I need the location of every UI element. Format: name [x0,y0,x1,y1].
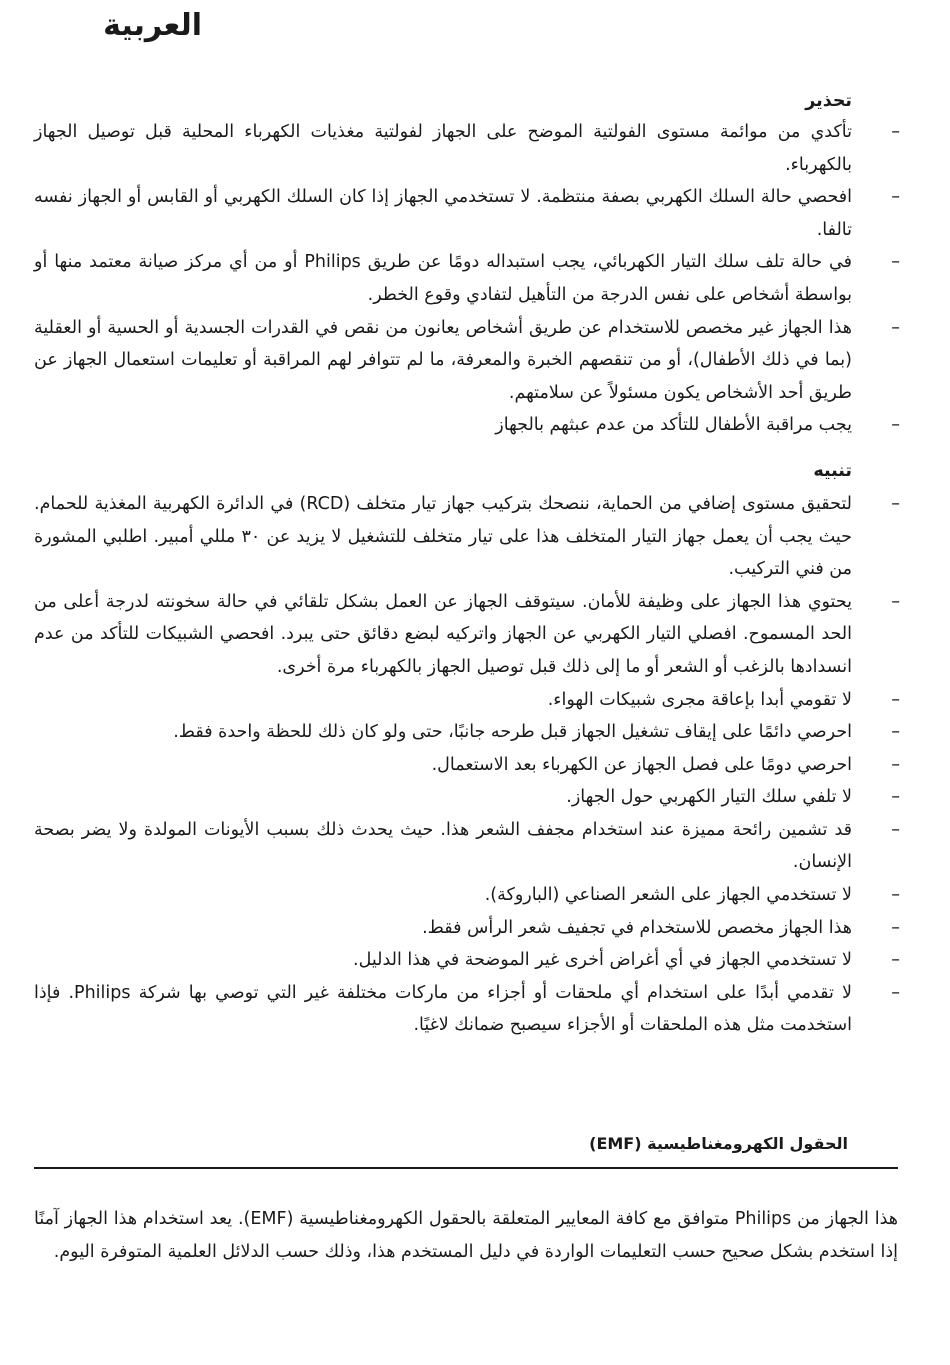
list-dash: – [891,754,900,775]
section-divider [34,1167,898,1169]
list-dash: – [891,819,900,840]
caution-item [34,879,900,912]
warning-item [34,246,900,311]
list-dash: – [891,187,900,208]
caution-item [34,749,900,782]
warning-item-text: افحصي حالة السلك الكهربي بصفة منتظمة. لا تستخدمي الجهاز إذا كان السلك الكهربي أو القابس أو الجهاز نفسه تالفا. [34,187,852,240]
caution-item [34,944,900,977]
caution-item-text: قد تشمين رائحة مميزة عند استخدام مجفف الشعر هذا. حيث يحدث ذلك بسبب الأيونات المولدة ولا يضر بصحة الإنسان. [34,819,852,873]
caution-item-text: يحتوي هذا الجهاز على وظيفة للأمان. سيتوقف الجهاز عن العمل بشكل تلقائي في حالة سخونته لدرجة أعلى من الحد المسموح. افصلي التيار الكهربي عن الجهاز واتركيه لبضع دقائق حتى يبرد. افحصي الشبيكات للتأكد من عدم انسدادها بالزغب أو الشعر أو ما إلى ذلك قبل توصيل الجهاز بالكهرباء مرة أخرى. [34,591,852,677]
list-dash: – [891,787,900,808]
caution-item-text: احرصي دائمًا على إيقاف تشغيل الجهاز قبل طرحه جانبًا، حتى ولو كان ذلك للحظة واحدة فقط. [173,722,852,743]
list-dash: – [891,722,900,743]
caution-item [34,814,900,879]
language-heading: العربية [103,8,202,43]
caution-item [34,977,900,1042]
warning-item [34,116,900,181]
emf-title: الحقول الكهرومغناطيسية (EMF) [589,1134,848,1153]
list-dash: – [891,950,900,971]
list-dash: – [891,591,900,612]
warning-item-text: في حالة تلف سلك التيار الكهربائي، يجب استبداله دومًا عن طريق Philips أو من أي مركز صيانة معتمد منها أو بواسطة أشخاص على نفس الدرجة من التأهيل لتفادي وقوع الخطر. [34,252,852,305]
list-dash: – [891,252,900,273]
list-dash: – [891,317,900,338]
warning-item [34,181,900,246]
warning-item-text: يجب مراقبة الأطفال للتأكد من عدم عبثهم بالجهاز [495,415,852,436]
warning-item-text: هذا الجهاز غير مخصص للاستخدام عن طريق أشخاص يعانون من نقص في القدرات الجسدية أو الحسية أو العقلية (بما في ذلك الأطفال)، أو من تنقصهم الخبرة والمعرفة، ما لم تتوافر لهم المراقبة أو تعليمات استعمال الجهاز عن طريق أحد الأشخاص يكون مسئولاً عن سلامتهم. [34,317,852,403]
warning-item [34,409,900,442]
caution-title: تنبيه [813,460,852,481]
list-dash: – [891,415,900,436]
list-dash: – [891,982,900,1003]
caution-item [34,586,900,684]
caution-item-text: لا تلفي سلك التيار الكهربي حول الجهاز. [566,787,852,808]
caution-item-text: لا تستخدمي الجهاز على الشعر الصناعي (الباروكة). [484,885,852,906]
caution-item [34,912,900,945]
warning-list [34,116,900,442]
safety-column [34,86,900,1042]
warning-title: تحذير [805,91,852,111]
caution-item [34,684,900,717]
list-dash: – [891,885,900,906]
caution-item-text: لا تستخدمي الجهاز في أي أغراض أخرى غير الموضحة في هذا الدليل. [353,950,852,971]
emf-paragraph: هذا الجهاز من Philips متوافق مع كافة المعايير المتعلقة بالحقول الكهرومغناطيسية (EMF). يعد استخدام هذا الجهاز آمنًا إذا استخدم بشكل صحيح حسب التعليمات الواردة في دليل المستخدم هذا، وذلك حسب الدلائل العلمية المتوفرة اليوم. [34,1209,899,1262]
caution-list [34,488,900,1042]
warning-item-text: تأكدي من موائمة مستوى الفولتية الموضح على الجهاز لفولتية مغذيات الكهرباء المحلية قبل توصيل الجهاز بالكهرباء. [34,122,852,175]
caution-item-text: احرصي دومًا على فصل الجهاز عن الكهرباء بعد الاستعمال. [431,754,852,775]
list-dash: – [891,493,900,514]
list-dash: – [891,917,900,938]
caution-item [34,716,900,749]
caution-item-text: هذا الجهاز مخصص للاستخدام في تجفيف شعر الرأس فقط. [422,917,852,938]
list-dash: – [891,689,900,710]
caution-item-text: لا تقدمي أبدًا على استخدام أي ملحقات أو أجزاء من ماركات مختلفة غير التي توصي بها شركة Philips. فإذا استخدمت مثل هذه الملحقات أو الأجزاء سيصبح ضمانك لاغيًا. [34,982,852,1036]
caution-item-text: لتحقيق مستوى إضافي من الحماية، ننصحك بتركيب جهاز تيار متخلف (RCD) في الدائرة الكهربية المغذية للحمام. حيث يجب أن يعمل جهاز التيار المتخلف هذا على تيار متخلف للتشغيل لا يزيد عن ٣٠ مللي أمبير. اطلبي المشورة من فني التركيب. [34,493,853,580]
caution-item [34,488,900,586]
caution-item [34,781,900,814]
caution-item-text: لا تقومي أبدا بإعاقة مجرى شبيكات الهواء. [547,689,852,710]
warning-item [34,312,900,410]
list-dash: – [891,122,900,142]
